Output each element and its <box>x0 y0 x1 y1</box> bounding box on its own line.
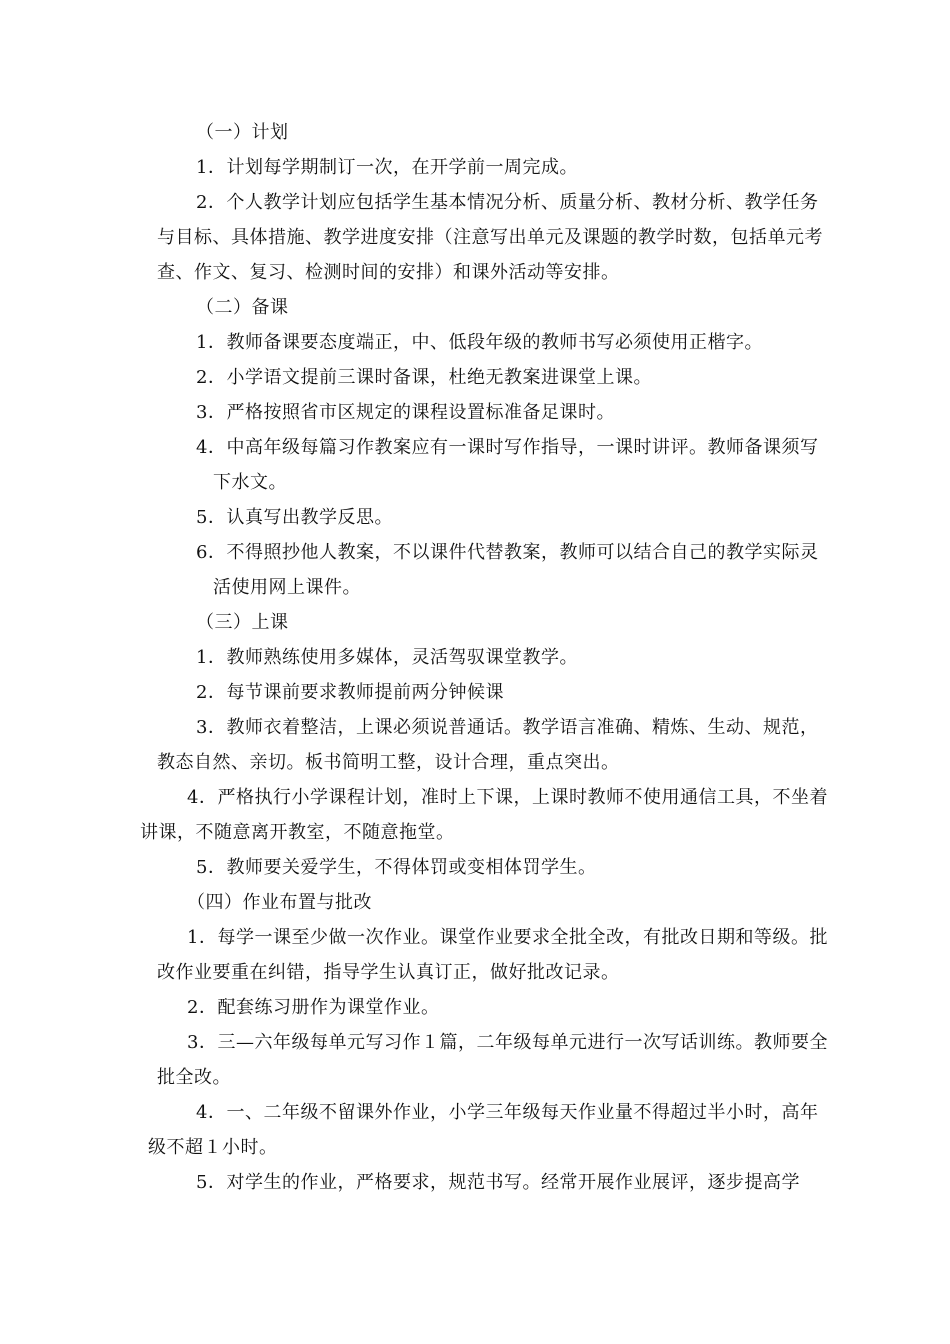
paragraph-line: 4．一、二年级不留课外作业，小学三年级每天作业量不得超过半小时，高年 <box>196 1102 819 1123</box>
section-heading-class: （三）上课 <box>196 612 289 633</box>
paragraph-line: 5．对学生的作业，严格要求，规范书写。经常开展作业展评，逐步提高学 <box>196 1172 800 1193</box>
paragraph-line: 1．每学一课至少做一次作业。课堂作业要求全批全改，有批改日期和等级。批 <box>187 927 828 948</box>
paragraph-line: 教态自然、亲切。板书简明工整，设计合理，重点突出。 <box>157 752 620 773</box>
paragraph-line: 4．严格执行小学课程计划，准时上下课，上课时教师不使用通信工具，不坐着 <box>187 787 828 808</box>
paragraph-line: 查、作文、复习、检测时间的安排）和课外活动等安排。 <box>157 262 620 283</box>
paragraph-line: 改作业要重在纠错，指导学生认真订正，做好批改记录。 <box>157 962 620 983</box>
paragraph-line: 1．教师熟练使用多媒体，灵活驾驭课堂教学。 <box>196 647 578 668</box>
section-heading-lesson-prep: （二）备课 <box>196 297 289 318</box>
paragraph-line: 5．教师要关爱学生，不得体罚或变相体罚学生。 <box>196 857 597 878</box>
paragraph-line: 级不超１小时。 <box>148 1137 278 1158</box>
paragraph-line: 下水文。 <box>213 472 287 493</box>
paragraph-line: 2．个人教学计划应包括学生基本情况分析、质量分析、教材分析、教学任务 <box>196 192 819 213</box>
section-heading-homework: （四）作业布置与批改 <box>187 892 372 913</box>
paragraph-line: 1．教师备课要态度端正，中、低段年级的教师书写必须使用正楷字。 <box>196 332 763 353</box>
paragraph-line: 批全改。 <box>157 1067 231 1088</box>
paragraph-line: 2．小学语文提前三课时备课，杜绝无教案进课堂上课。 <box>196 367 652 388</box>
paragraph-line: 4．中高年级每篇习作教案应有一课时写作指导，一课时讲评。教师备课须写 <box>196 437 819 458</box>
paragraph-line: 讲课，不随意离开教室，不随意拖堂。 <box>140 822 455 843</box>
paragraph-line: 与目标、具体措施、教学进度安排（注意写出单元及课题的教学时数，包括单元考 <box>157 227 823 248</box>
paragraph-line: 2．每节课前要求教师提前两分钟候课 <box>196 682 504 703</box>
paragraph-line: 3．教师衣着整洁，上课必须说普通话。教学语言准确、精炼、生动、规范， <box>196 717 819 738</box>
paragraph-line: 3．严格按照省市区规定的课程设置标准备足课时。 <box>196 402 615 423</box>
paragraph-line: 2．配套练习册作为课堂作业。 <box>187 997 440 1018</box>
section-heading-plan: （一）计划 <box>196 122 289 143</box>
paragraph-line: 5．认真写出教学反思。 <box>196 507 393 528</box>
paragraph-line: 3．三—六年级每单元写习作１篇，二年级每单元进行一次写话训练。教师要全 <box>187 1032 828 1053</box>
paragraph-line: 1．计划每学期制订一次，在开学前一周完成。 <box>196 157 578 178</box>
paragraph-line: 活使用网上课件。 <box>213 577 361 598</box>
paragraph-line: 6．不得照抄他人教案，不以课件代替教案，教师可以结合自己的教学实际灵 <box>196 542 819 563</box>
